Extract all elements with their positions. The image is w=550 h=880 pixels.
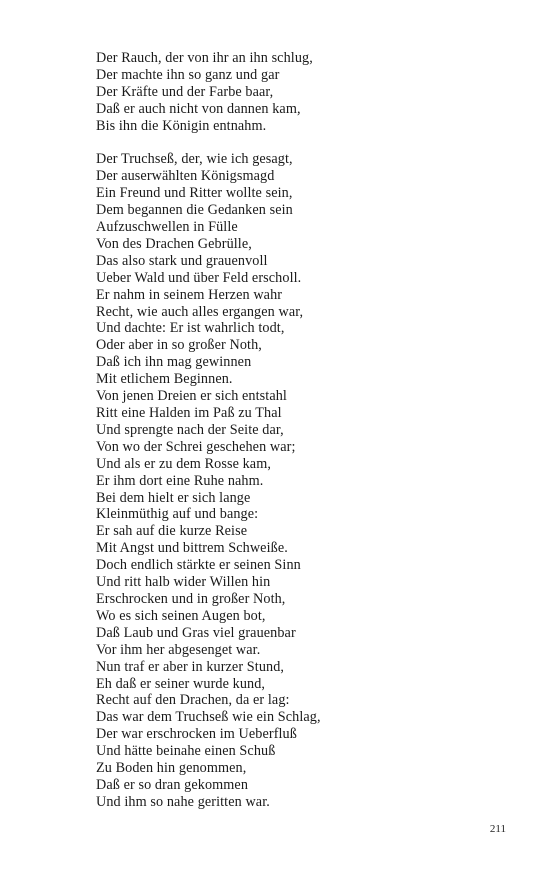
poem-line: Wo es sich seinen Augen bot, [96, 607, 266, 624]
poem-line: Kleinmüthig auf und bange: [96, 506, 259, 523]
poem-line: Das also stark und grauenvoll [96, 252, 268, 269]
poem-line: Und als er zu dem Rosse kam, [96, 455, 271, 472]
stanza [96, 151, 516, 810]
poem-line: Und ihm so nahe geritten war. [96, 793, 270, 810]
poem-line: Vor ihm her abgesenget war. [96, 641, 261, 658]
poem-line: Der Truchseß, der, wie ich gesagt, [96, 151, 293, 168]
poem-line: Aufzuschwellen in Fülle [96, 219, 238, 236]
poem-line: Und ritt halb wider Willen hin [96, 574, 271, 591]
page-number: 211 [489, 823, 506, 835]
poem-line: Von jenen Dreien er sich entstahl [96, 388, 287, 405]
poem-line: Und sprengte nach der Seite dar, [96, 421, 284, 438]
poem-line: Erschrocken und in großer Noth, [96, 590, 286, 607]
poem-line: Der Rauch, der von ihr an ihn schlug, [96, 50, 313, 66]
poem-line: Der war erschrocken im Ueberfluß [96, 726, 297, 743]
poem-line: Bis ihn die Königin entnahm. [96, 117, 267, 134]
poem-line: Er nahm in seinem Herzen wahr [96, 286, 283, 303]
poem-line: Und hätte beinahe einen Schuß [96, 743, 276, 760]
poem-line: Der Kräfte und der Farbe baar, [96, 83, 274, 100]
poem-line: Daß er so dran gekommen [96, 776, 249, 793]
poem-line: Er sah auf die kurze Reise [96, 523, 248, 540]
poem-line: Daß er auch nicht von dannen kam, [96, 100, 301, 117]
poem-line: Mit etlichem Beginnen. [96, 371, 233, 388]
poem-line: Und dachte: Er ist wahrlich todt, [96, 320, 285, 337]
poem-line: Oder aber in so großer Noth, [96, 337, 262, 354]
poem-line: Bei dem hielt er sich lange [96, 489, 251, 506]
poem-line: Von des Drachen Gebrülle, [96, 235, 252, 252]
poem-line: Er ihm dort eine Ruhe nahm. [96, 472, 264, 489]
poem-text [96, 50, 516, 811]
poem-line: Mit Angst und bittrem Schweiße. [96, 540, 288, 557]
poem-line: Doch endlich stärkte er seinen Sinn [96, 557, 301, 574]
poem-line: Recht auf den Drachen, da er lag: [96, 692, 290, 709]
poem-line: Ein Freund und Ritter wollte sein, [96, 185, 293, 202]
poem-line: Daß Laub und Gras viel grauenbar [96, 624, 296, 641]
poem-line: Der auserwählten Königsmagd [96, 168, 275, 185]
poem-line: Recht, wie auch alles ergangen war, [96, 303, 304, 320]
poem-line: Eh daß er seiner wurde kund, [96, 675, 266, 692]
poem-line: Der machte ihn so ganz und gar [96, 66, 280, 83]
poem-line: Ritt eine Halden im Paß zu Thal [96, 405, 282, 422]
poem-line: Das war dem Truchseß wie ein Schlag, [96, 709, 321, 726]
poem-line: Nun traf er aber in kurzer Stund, [96, 658, 285, 675]
poem-line: Ueber Wald und über Feld erscholl. [96, 269, 302, 286]
poem-line: Von wo der Schrei geschehen war; [96, 438, 296, 455]
poem-line: Daß ich ihn mag gewinnen [96, 354, 252, 371]
stanza [96, 50, 516, 135]
poem-line: Dem begannen die Gedanken sein [96, 202, 293, 219]
poem-line: Zu Boden hin genommen, [96, 760, 247, 777]
